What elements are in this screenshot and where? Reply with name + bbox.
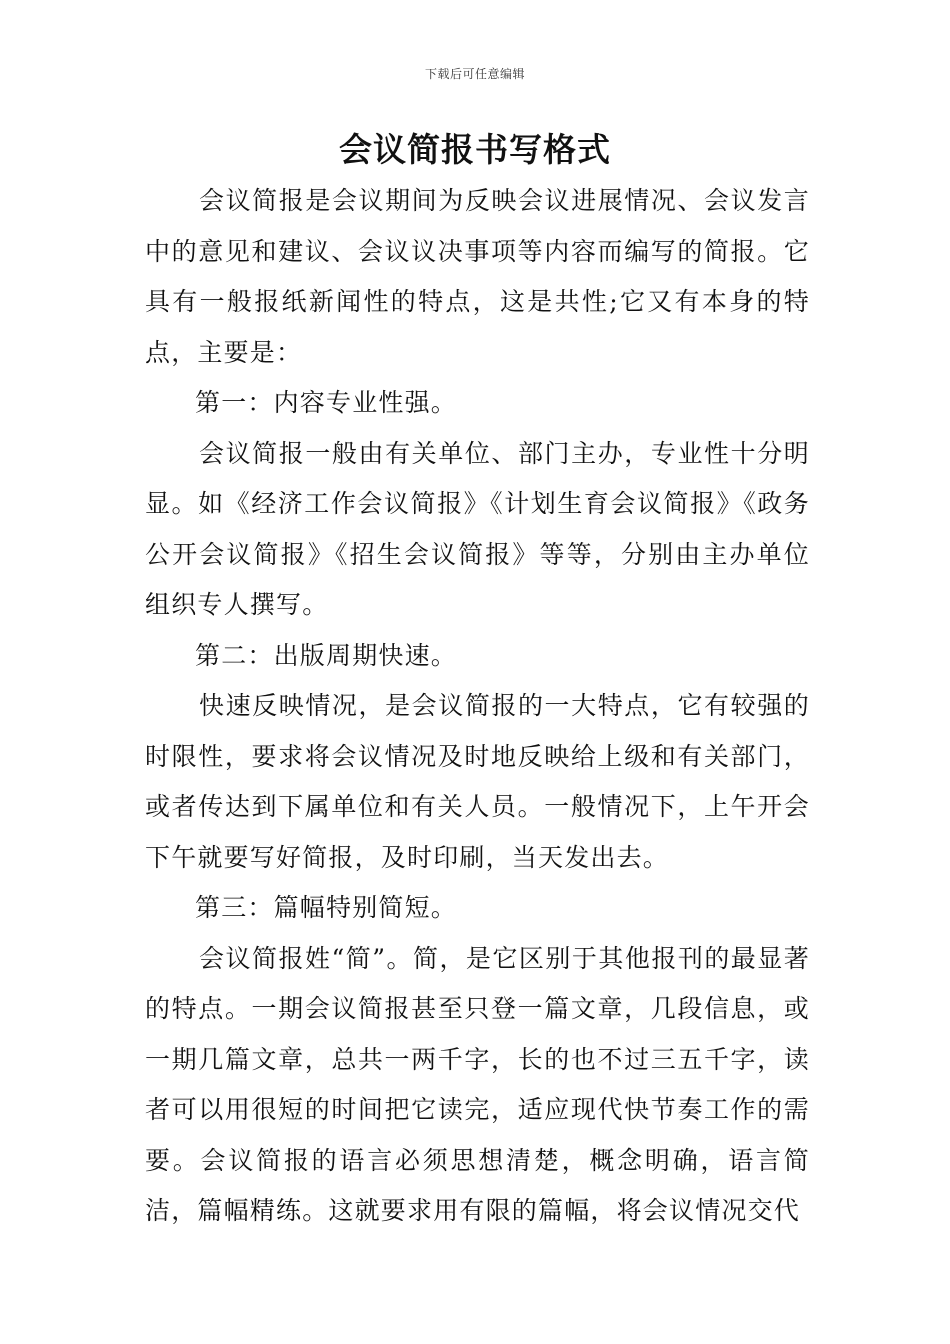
document-body	[145, 176, 810, 1237]
section-heading-3: 第三：篇幅特别简短。	[195, 893, 458, 922]
paragraph-section-2: 快速反映情况，是会议简报的一大特点，它有较强的时限性，要求将会议情况及时地反映给上级和有关部门，或者传达到下属单位和有关人员。一般情况下，上午开会下午就要写好简报，及时印刷，当天发出去。	[145, 691, 810, 872]
header-note: 下载后可任意编辑	[424, 67, 525, 81]
document-title: 会议简报书写格式	[339, 130, 611, 169]
paragraph-section-3: 会议简报姓“简”。简，是它区别于其他报刊的最显著的特点。一期会议简报甚至只登一篇文章，几段信息，或一期几篇文章，总共一两千字，长的也不过三五千字，读者可以用很短的时间把它读完，适应现代快节奏工作的需要。会议简报的语言必须思想清楚，概念明确，语言简洁，篇幅精练。这就要求用有限的篇幅，将会议情况交代	[145, 943, 810, 1225]
section-heading-1: 第一：内容专业性强。	[195, 388, 458, 417]
paragraph-section-1: 会议简报一般由有关单位、部门主办，专业性十分明显。如《经济工作会议简报》《计划生育会议简报》《政务公开会议简报》《招生会议简报》等等，分别由主办单位组织专人撰写。	[145, 438, 810, 619]
paragraph-intro: 会议简报是会议期间为反映会议进展情况、会议发言中的意见和建议、会议议决事项等内容而编写的简报。它具有一般报纸新闻性的特点，这是共性;它又有本身的特点，主要是：	[145, 186, 810, 367]
section-heading-2: 第二：出版周期快速。	[195, 640, 458, 670]
